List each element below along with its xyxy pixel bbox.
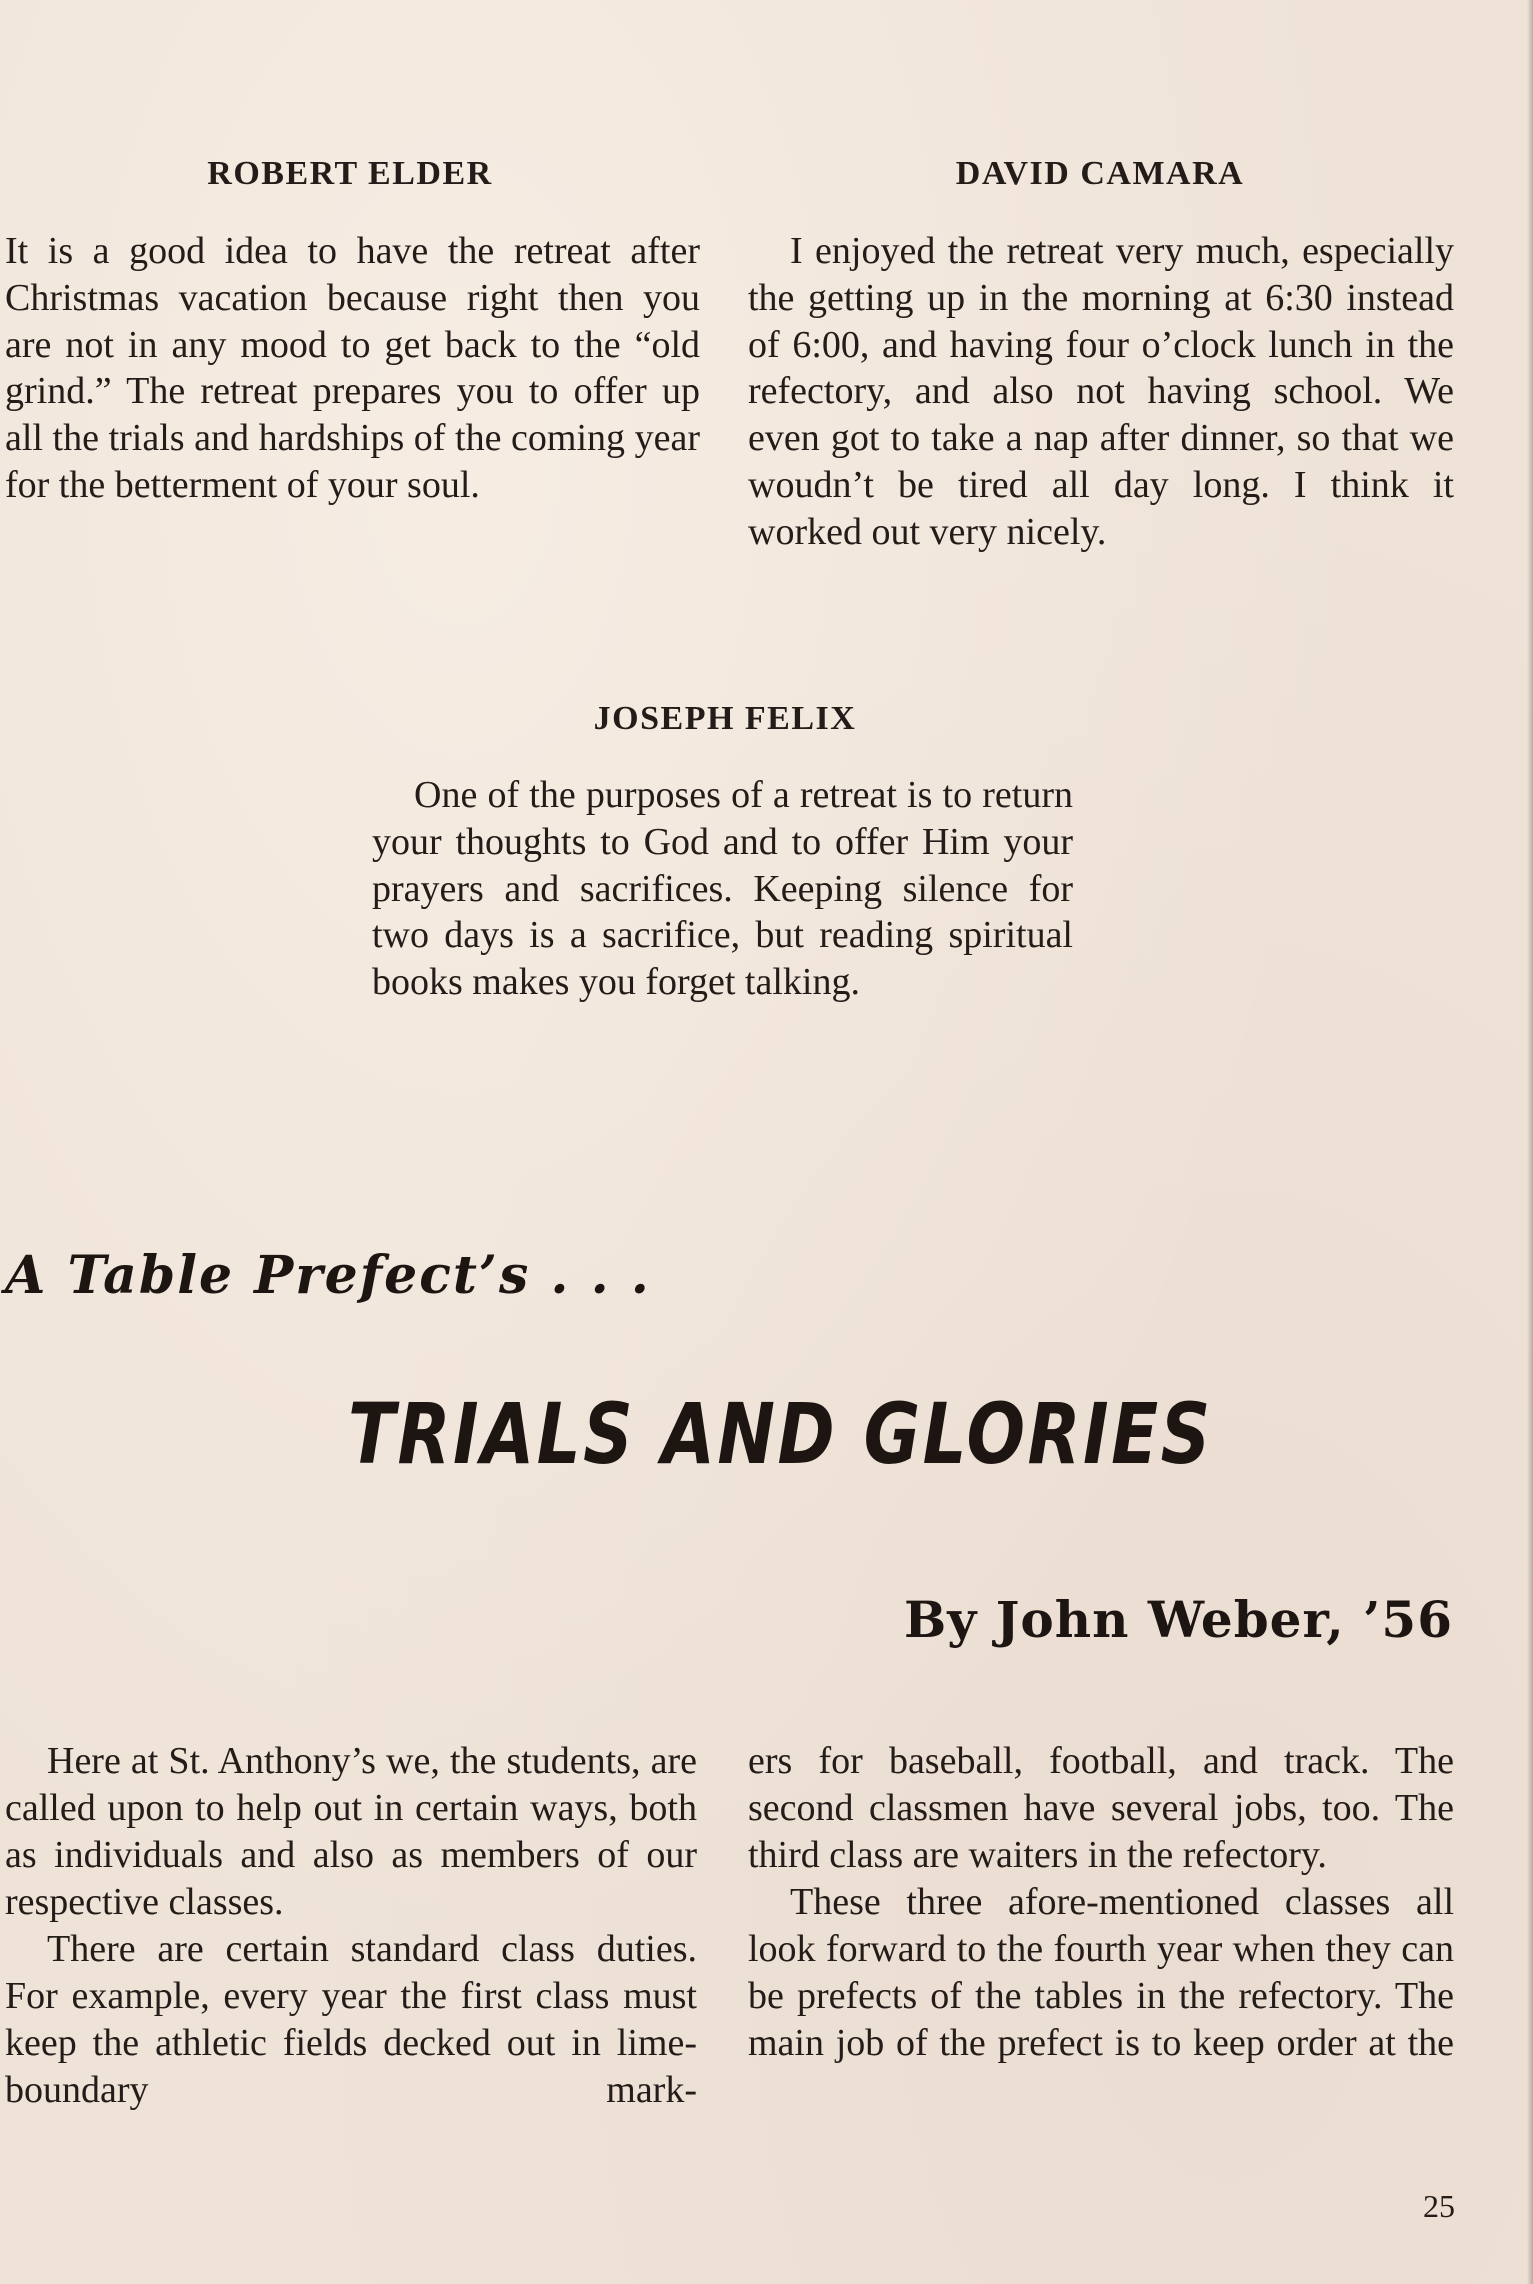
page-edge-shadow — [1527, 0, 1533, 2284]
page-number: 25 — [1423, 2188, 1455, 2224]
response-text-david-camara: I enjoyed the retreat very much, especially the getting up in the morning at 6:30 instead of 6:00, and having four o’clock lunch in the refectory, and also not having school. We even got to take a nap after dinner, so that we woudn’t be tired all day long. I think it worked out very nicely. — [748, 230, 1454, 553]
article-paragraph: There are certain standard class duties. For example, every year the first class must keep the athletic fields decked out in lime-boundary mark- — [5, 1928, 697, 2111]
article-body-right-column — [748, 1738, 1454, 2067]
article-paragraph: ers for baseball, football, and track. The second classmen have several jobs, too. The third class are waiters in the refectory. — [748, 1740, 1454, 1876]
article-body-left-column — [5, 1738, 697, 2114]
response-text-robert-elder: It is a good idea to have the retreat after Christmas vacation because right then you are not in any mood to get back to the “old grind.” The retreat prepares you to offer up all the trials and hardships of the coming year for the betterment of your soul. — [5, 230, 700, 506]
article-kicker: A Table Prefect’s . . . — [5, 1245, 651, 1306]
author-heading-robert-elder: ROBERT ELDER — [207, 155, 493, 192]
article-byline: By John Weber, ’56 — [903, 1590, 1453, 1649]
article-paragraph: Here at St. Anthony’s we, the students, are called upon to help out in certain ways, both as individuals and also as members of our respective classes. — [5, 1740, 697, 1923]
author-heading-david-camara: DAVID CAMARA — [955, 155, 1245, 192]
author-heading-joseph-felix: JOSEPH FELIX — [593, 700, 857, 737]
response-text-joseph-felix: One of the purposes of a retreat is to return your thoughts to God and to offer Him your prayers and sacrifices. Keeping silence for two days is a sacrifice, but reading spiritual books makes you forget talking. — [372, 774, 1073, 1004]
article-title: TRIALS AND GLORIES — [348, 1385, 1213, 1483]
article-paragraph: These three afore-mentioned classes all look forward to the fourth year when they can be prefects of the tables in the refectory. The main job of the prefect is to keep order at the — [748, 1881, 1454, 2064]
